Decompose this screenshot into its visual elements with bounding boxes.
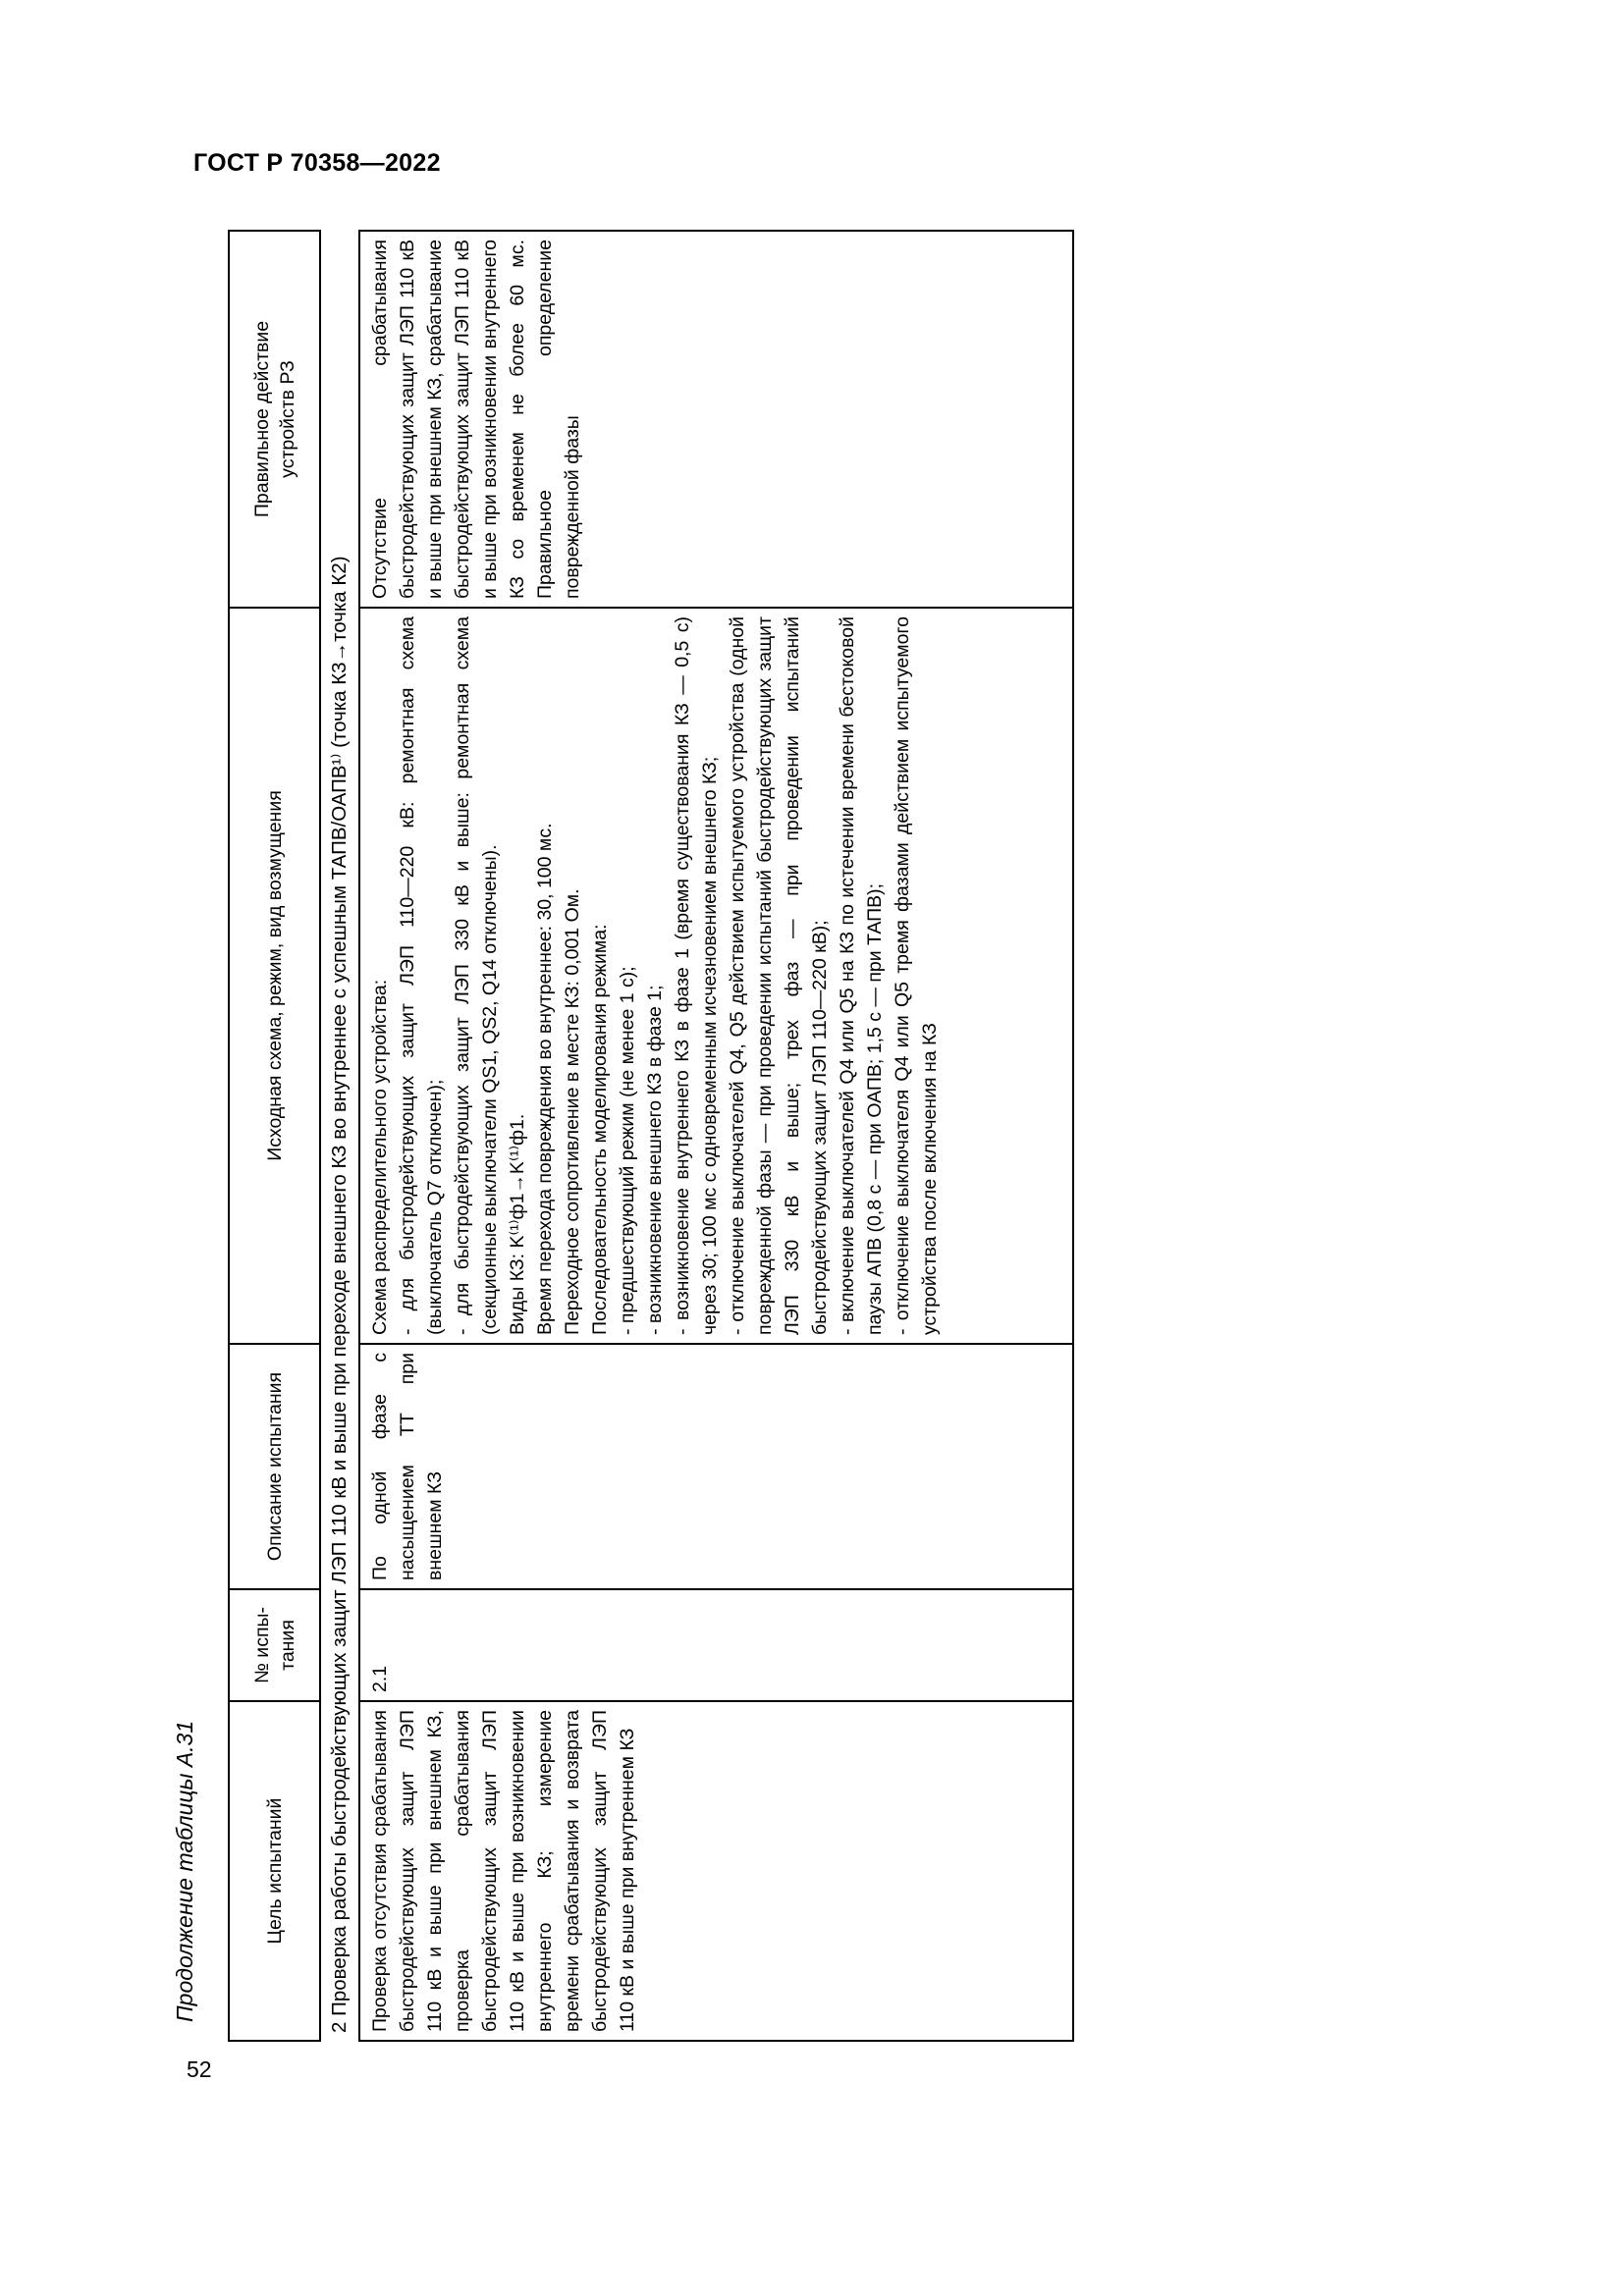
col-header-goal: Цель испытаний (229, 1701, 320, 2041)
goal-cell: Проверка отсутствия срабатывания быстродействующих защит ЛЭП 110 кВ и выше при внешнем КЗ, проверка срабатывания быстродействующих защит ЛЭП 110 кВ и выше при возникновении внутреннего КЗ; измерение времени срабатывания и возврата быстродействующих защит ЛЭП 110 кВ и выше при внутреннем КЗ (359, 1701, 1073, 2041)
scheme-line: - включение выключателей Q4 или Q5 на КЗ по истечении времени бестоковой паузы АПВ (0,8 с — при ОАПВ; 1,5 с — при ТАПВ); (837, 616, 886, 1335)
table-header-row (229, 231, 320, 2041)
description-cell: По одной фазе с насыщением ТТ при внешнем КЗ (359, 1344, 1073, 1589)
scheme-cell (359, 608, 1073, 1344)
section-row (320, 231, 359, 2041)
table-row (359, 231, 1073, 2041)
scheme-line: - предшествующий режим (не менее 1 с); (617, 966, 638, 1335)
scheme-line: Виды КЗ: K⁽¹⁾ф1→K⁽¹⁾ф1. (507, 1113, 528, 1335)
scheme-line: - отключение выключателя Q4 или Q5 тремя фазами действием испытуемого устройства после включения на КЗ (892, 616, 941, 1335)
col-header-description: Описание испытания (229, 1344, 320, 1589)
table-caption: Продолжение таблицы А.31 (172, 1720, 197, 2022)
document-code: ГОСТ Р 70358—2022 (193, 149, 441, 177)
rotated-table (228, 232, 1074, 2042)
col-header-number: № испы- тания (229, 1589, 320, 1701)
scheme-line: Последовательность моделирования режима: (589, 924, 611, 1335)
scheme-line: Переходное сопротивление в месте КЗ: 0,001 Ом. (562, 888, 583, 1335)
scheme-line: - возникновение внутреннего КЗ в фазе 1 (время существования КЗ — 0,5 с) через 30; 100 мс с одновременным исчезновением внешнего КЗ; (672, 616, 721, 1335)
col-header-scheme: Исходная схема, режим, вид возмущения (229, 608, 320, 1344)
scheme-line: - отключение выключателей Q4, Q5 действием испытуемого устройства (одной поврежденной фазы — при проведении испытаний быстродействующих защит ЛЭП 330 кВ и выше; трех фаз — при проведении испытаний быстродействующих защит ЛЭП 110—220 кВ); (727, 616, 831, 1335)
expected-cell: Отсутствие срабатывания быстродействующих защит ЛЭП 110 кВ и выше при внешнем КЗ, срабатывание быстродействующих защит ЛЭП 110 кВ и выше при возникновении внутреннего КЗ со временем не более 60 мс. Правильное определение поврежденной фазы (359, 231, 1073, 608)
scheme-line: Время перехода повреждения во внутреннее: 30, 100 мс. (534, 823, 556, 1335)
section-title: 2 Проверка работы быстродействующих защит ЛЭП 110 кВ и выше при переходе внешнего КЗ во внутреннее с успешным ТАПВ/ОАПВ¹⁾ (точка К3→точка К2) (320, 231, 359, 2041)
scheme-line: Схема распределительного устройства: (369, 979, 391, 1335)
test-table (228, 230, 1074, 2042)
number-cell: 2.1 (359, 1589, 1073, 1701)
scheme-line: - для быстродействующих защит ЛЭП 330 кВ и выше: ремонтная схема (секционные выключатели QS1, QS2, Q14 отключены). (452, 616, 501, 1335)
col-header-expected: Правильное действие устройств РЗ (229, 231, 320, 608)
scheme-line: - для быстродействующих защит ЛЭП 110—220 кВ: ремонтная схема (выключатель Q7 отключен); (397, 616, 446, 1335)
page-number: 52 (187, 2056, 212, 2082)
scheme-line: - возникновение внешнего КЗ в фазе 1; (644, 985, 666, 1335)
